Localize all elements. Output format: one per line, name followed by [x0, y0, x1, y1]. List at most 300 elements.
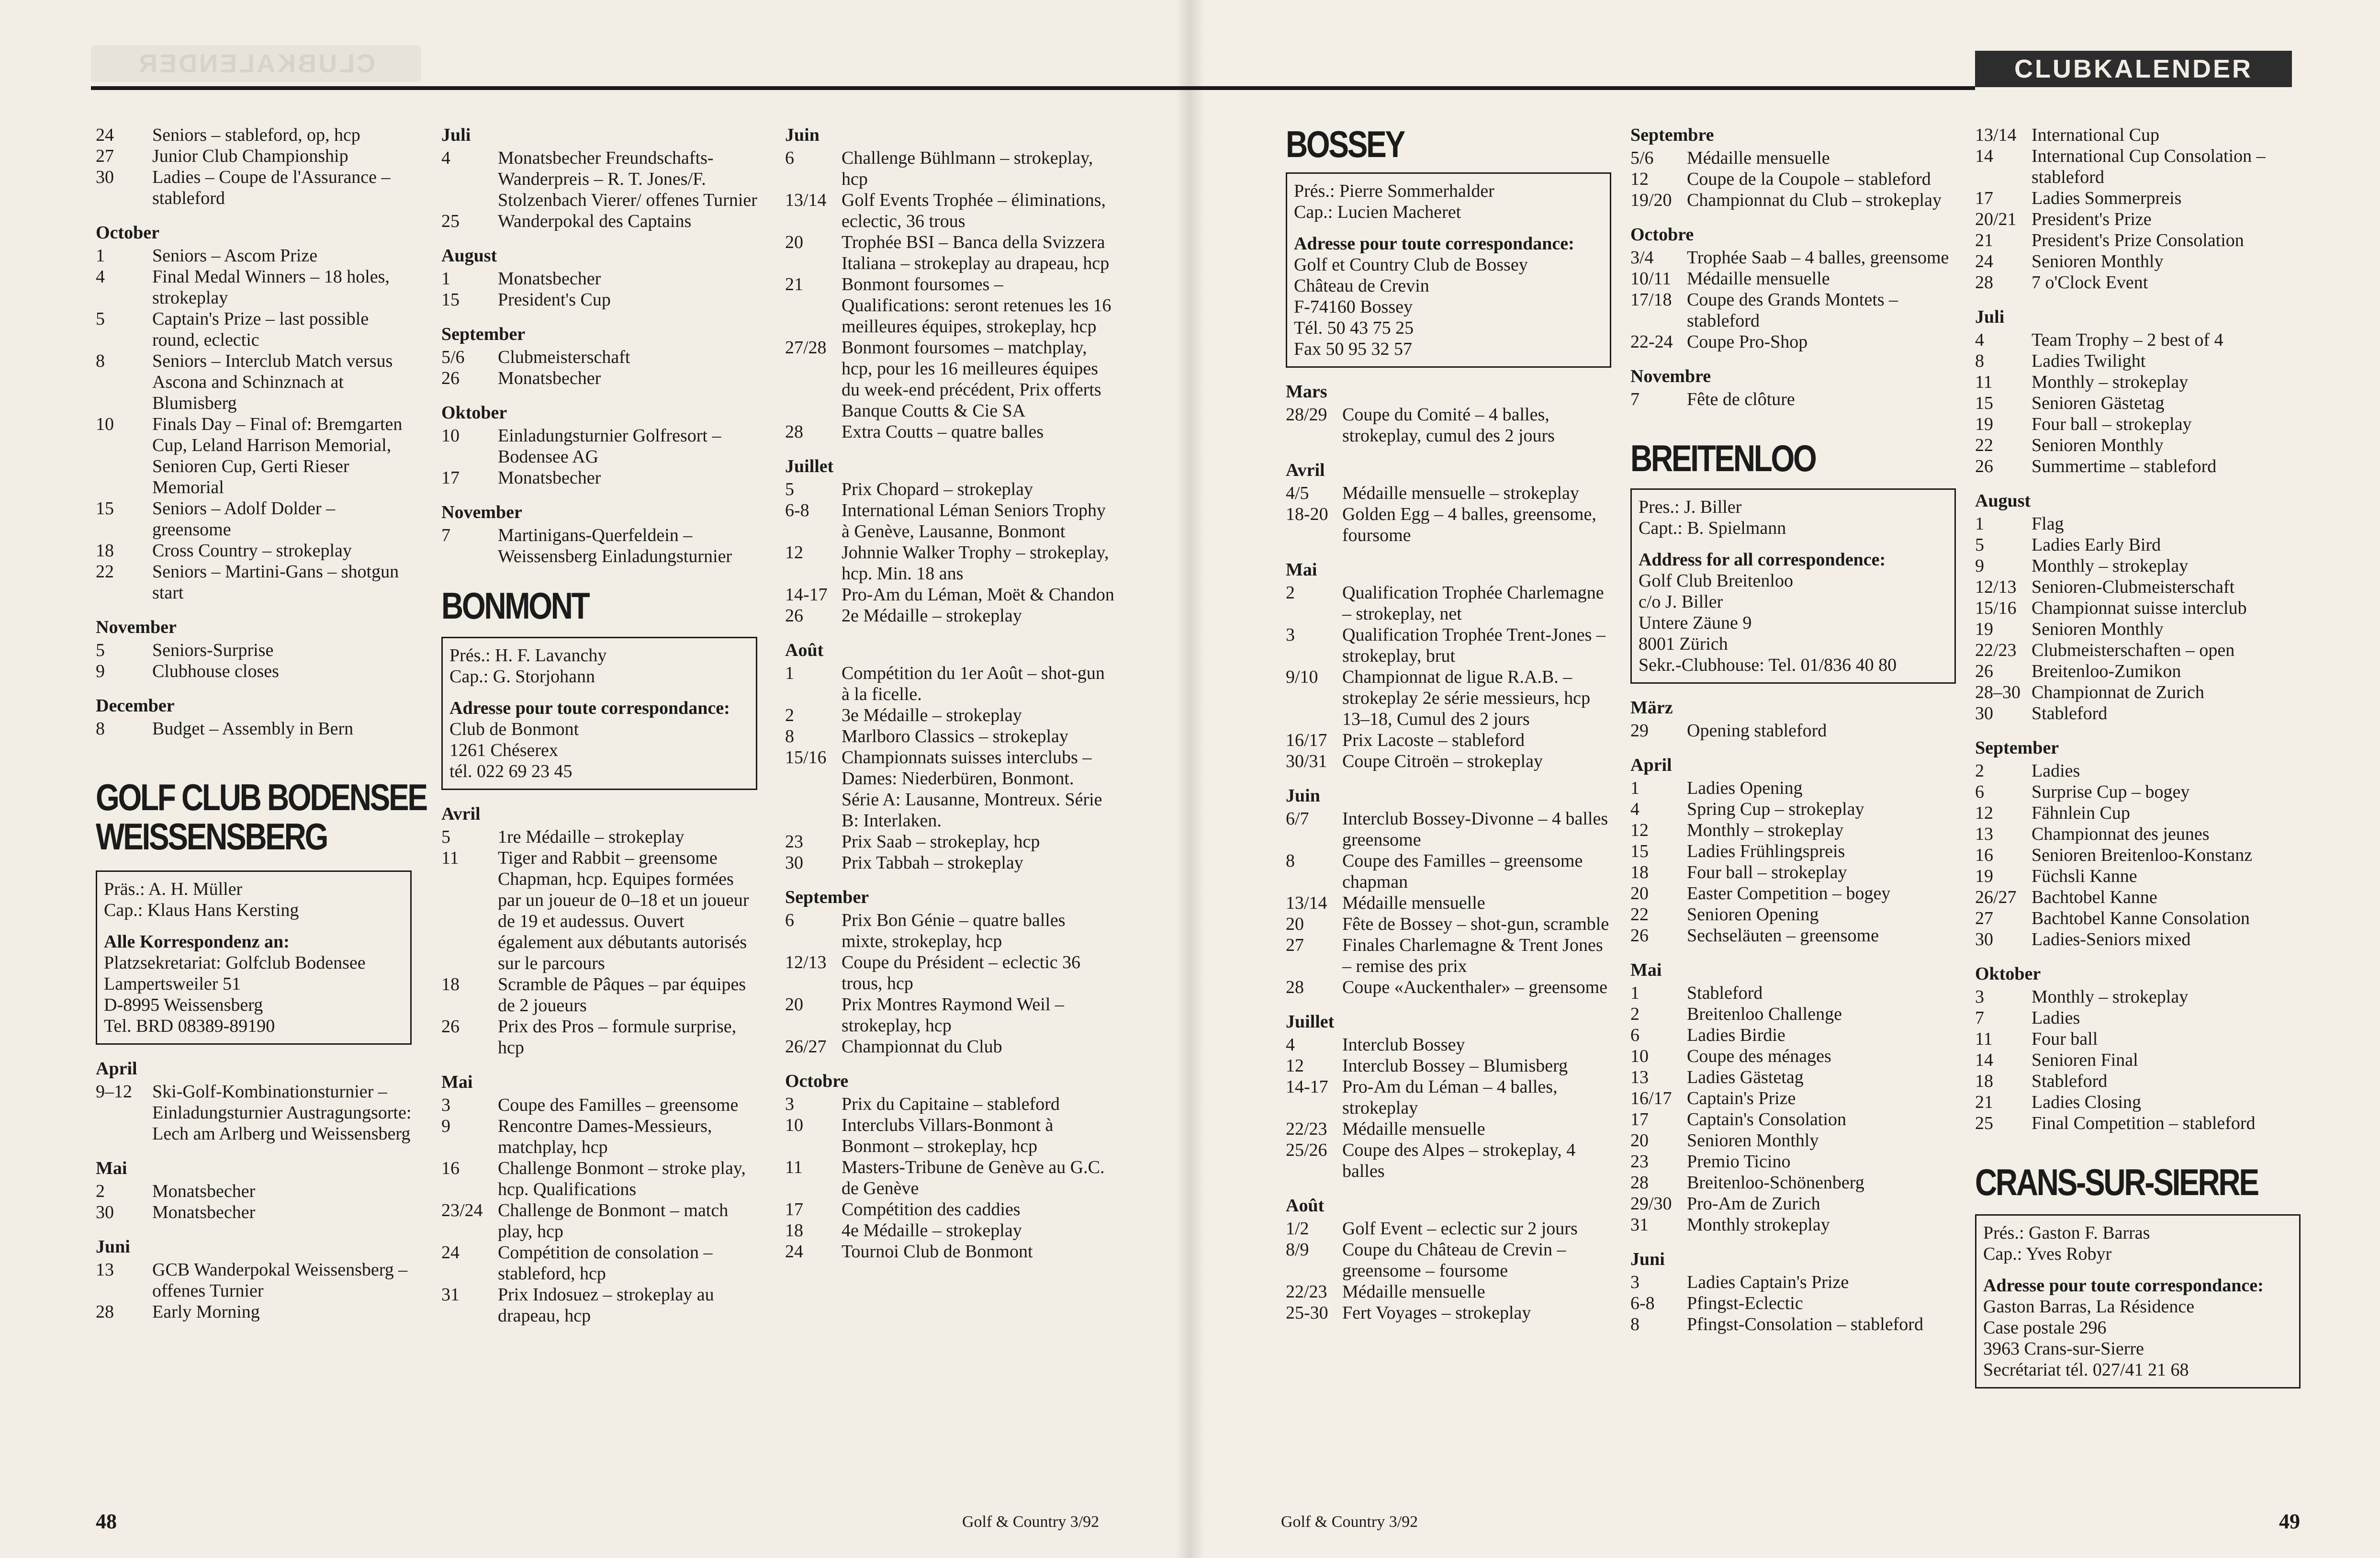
entry-date: 13/14 — [1975, 125, 2017, 145]
calendar-entry — [1975, 781, 2301, 802]
calendar-entry — [441, 368, 760, 389]
entry-text: Seniors-Surprise — [152, 640, 274, 660]
calendar-entry — [785, 852, 1115, 873]
calendar-entry — [96, 640, 414, 661]
entry-date: 20 — [1286, 914, 1304, 934]
entry-date: 28 — [785, 422, 803, 442]
address-label: Adresse pour toute correspondance: — [1294, 234, 1574, 254]
calendar-entry — [1630, 1025, 1956, 1046]
entry-date: 28 — [96, 1302, 114, 1322]
address-line: c/o J. Biller — [1639, 592, 1723, 612]
entry-date: 14 — [1975, 1050, 1993, 1070]
month-heading: Octobre — [1630, 225, 1694, 245]
calendar-entry — [1975, 1113, 2301, 1134]
entry-text: Marlboro Classics – strokeplay — [842, 726, 1068, 746]
entry-text: Challenge Bonmont – stroke play, hcp. Qualifications — [498, 1158, 746, 1199]
entry-text: Médaille mensuelle – strokeplay — [1342, 483, 1579, 503]
entry-text: Championnat suisse interclub — [2032, 598, 2247, 618]
entry-date: 22/23 — [1286, 1119, 1327, 1139]
calendar-entry — [1286, 1055, 1611, 1076]
month-heading: Juni — [1630, 1249, 1665, 1269]
calendar-entry — [785, 605, 1115, 626]
calendar-entry — [1630, 720, 1956, 741]
calendar-entry — [1975, 576, 2301, 598]
entry-date: 15 — [1975, 393, 1993, 413]
entry-text: Four ball – strokeplay — [2032, 414, 2192, 434]
entry-date: 17 — [1630, 1109, 1649, 1129]
entry-date: 27 — [96, 146, 114, 166]
entry-text: 1re Médaille – strokeplay — [498, 827, 685, 847]
entry-date: 9/10 — [1286, 667, 1318, 687]
entry-text: Senioren Gästetag — [2032, 393, 2165, 413]
entry-text: Four ball – strokeplay — [1687, 862, 1847, 882]
calendar-entry — [785, 1094, 1115, 1115]
entry-date: 14-17 — [1286, 1077, 1328, 1097]
entry-date: 4/5 — [1286, 483, 1309, 503]
entry-date: 6 — [1630, 1025, 1639, 1045]
entry-text: Ladies – Coupe de l'Assurance – stableford — [152, 167, 391, 208]
entry-text: Ladies — [2032, 1008, 2080, 1028]
entry-text: Monatsbecher — [498, 269, 601, 289]
calendar-entry — [1975, 845, 2301, 866]
entry-date: 16/17 — [1286, 730, 1327, 750]
calendar-entry — [441, 1158, 760, 1200]
entry-date: 29 — [1630, 721, 1649, 741]
calendar-entry — [1286, 666, 1611, 730]
month-heading: November — [441, 502, 522, 522]
entry-date: 23/24 — [441, 1200, 483, 1220]
entry-date: 21 — [1975, 230, 1993, 250]
club-name: WEISSENSBERG — [96, 815, 327, 858]
calendar-entry — [96, 498, 414, 540]
entry-date: 4 — [1975, 330, 1984, 350]
entry-date: 20 — [785, 232, 803, 252]
entry-date: 17/18 — [1630, 290, 1672, 310]
entry-date: 26 — [1975, 661, 1993, 681]
entry-text: Clubmeisterschaft — [498, 347, 630, 367]
address-line: 3963 Crans-sur-Sierre — [1983, 1339, 2144, 1359]
club-name-block — [96, 776, 427, 858]
calendar-entry — [1630, 389, 1956, 410]
calendar-entry — [1630, 1314, 1956, 1335]
entry-date: 23 — [785, 832, 803, 852]
calendar-entry — [1630, 1272, 1956, 1293]
calendar-entry — [96, 540, 414, 561]
entry-date: 8 — [1286, 851, 1295, 871]
calendar-entry — [1630, 1109, 1956, 1130]
entry-date: 15/16 — [785, 747, 827, 768]
president-line: Präs.: A. H. Müller — [104, 879, 243, 899]
entry-date: 19/20 — [1630, 190, 1672, 210]
entry-text: Monatsbecher — [152, 1202, 256, 1222]
calendar-entry — [1975, 513, 2301, 534]
calendar-entry — [1630, 247, 1956, 268]
entry-date: 5 — [96, 309, 105, 329]
club-info-box — [1286, 172, 1611, 368]
captain-line: Cap.: Klaus Hans Kersting — [104, 900, 299, 920]
calendar-entry — [96, 661, 414, 682]
entry-text: Senioren Monthly — [2032, 251, 2164, 271]
entry-date: 6 — [1975, 782, 1984, 802]
entry-text: Tournoi Club de Bonmont — [842, 1242, 1033, 1262]
entry-date: 3 — [1286, 625, 1295, 645]
month-heading: August — [1975, 491, 2031, 511]
month-heading: Juli — [1975, 307, 2005, 327]
calendar-entry — [785, 274, 1115, 337]
entry-date: 21 — [785, 274, 803, 294]
entry-date: 19 — [1975, 414, 1993, 434]
entry-text: 3e Médaille – strokeplay — [842, 705, 1022, 725]
calendar-entry — [1630, 1004, 1956, 1025]
entry-text: Final Medal Winners – 18 holes, strokeplay — [152, 267, 390, 308]
right-page — [1190, 0, 2380, 1558]
entry-text: Coupe des Familles – greensome chapman — [1342, 851, 1583, 892]
entry-date: 16 — [441, 1158, 460, 1178]
calendar-entry — [1286, 892, 1611, 914]
calendar-entry — [96, 167, 414, 209]
entry-date: 8 — [1975, 351, 1984, 371]
entry-text: Monthly – strokeplay — [2032, 987, 2189, 1007]
calendar-entry — [1286, 1140, 1611, 1182]
calendar-entry — [785, 1036, 1115, 1057]
entry-text: Monthly – strokeplay — [2032, 372, 2189, 392]
calendar-entry — [96, 414, 414, 498]
entry-date: 24 — [1975, 251, 1993, 271]
entry-text: Championnat du Club – strokeplay — [1687, 190, 1942, 210]
entry-text: Cross Country – strokeplay — [152, 541, 352, 561]
club-info-box — [1630, 488, 1956, 684]
calendar-entry — [1630, 1046, 1956, 1067]
entry-date: 11 — [785, 1157, 803, 1177]
entry-text: Finales Charlemagne & Trent Jones – remise des prix — [1342, 935, 1603, 976]
entry-date: 2 — [96, 1181, 105, 1201]
entry-text: International Léman Seniors Trophy à Genève, Lausanne, Bonmont — [842, 500, 1106, 542]
president-line: Prés.: Pierre Sommerhalder — [1294, 181, 1494, 201]
month-heading: December — [96, 696, 175, 716]
calendar-entry — [441, 211, 760, 232]
calendar-entry — [1630, 820, 1956, 841]
entry-date: 29/30 — [1630, 1194, 1672, 1214]
entry-text: Coupe Pro-Shop — [1687, 332, 1808, 352]
entry-date: 30 — [96, 167, 114, 187]
entry-date: 4 — [1630, 799, 1639, 819]
calendar-entry — [785, 1241, 1115, 1262]
entry-text: Coupe du Président – eclectic 36 trous, hcp — [842, 952, 1081, 994]
entry-text: Junior Club Championship — [152, 146, 348, 166]
top-rule-left — [91, 86, 1190, 90]
calendar-entry — [785, 421, 1115, 442]
calendar-entry — [1975, 661, 2301, 682]
calendar-entry — [1975, 866, 2301, 887]
calendar-entry — [1286, 850, 1611, 892]
entry-text: Senioren-Clubmeisterschaft — [2032, 577, 2235, 597]
address-line: Platzsekretariat: Golfclub Bodensee — [104, 953, 366, 973]
president-line: Prés.: Gaston F. Barras — [1983, 1223, 2150, 1243]
entry-text: Monatsbecher — [152, 1181, 256, 1201]
entry-date: 8/9 — [1286, 1240, 1309, 1260]
calendar-entry — [1286, 624, 1611, 666]
entry-date: 12 — [1975, 803, 1993, 823]
entry-date: 18-20 — [1286, 504, 1328, 524]
entry-date: 10 — [441, 426, 460, 446]
month-heading: October — [96, 223, 159, 243]
entry-text: Seniors – Adolf Dolder – greensome — [152, 498, 336, 540]
month-heading: Oktober — [1975, 964, 2041, 984]
entry-date: 15 — [1630, 841, 1649, 861]
address-line: Golf Club Breitenloo — [1639, 571, 1793, 591]
entry-text: Early Morning — [152, 1302, 260, 1322]
entry-text: Championnats suisses interclubs – Dames: Niederbüren, Bonmont. Série A: Lausanne, Montreux. Série B: Interlaken. — [842, 747, 1102, 831]
right-column-3 — [1975, 124, 2301, 1389]
entry-text: Challenge de Bonmont – match play, hcp — [498, 1200, 729, 1242]
entry-text: Championnat de Zurich — [2032, 682, 2204, 702]
entry-date: 2 — [785, 705, 794, 725]
club-info-box — [96, 870, 412, 1045]
entry-date: 15/16 — [1975, 598, 2017, 618]
month-heading: Juni — [96, 1237, 130, 1257]
entry-text: Masters-Tribune de Genève au G.C. de Genève — [842, 1157, 1105, 1198]
entry-text: Senioren Opening — [1687, 904, 1819, 925]
president-line: Prés.: H. F. Lavanchy — [449, 645, 607, 666]
entry-text: Seniors – Interclub Match versus Ascona and Schinznach at Blumisberg — [152, 351, 393, 413]
entry-date: 8 — [96, 719, 105, 739]
entry-text: Interclub Bossey – Blumisberg — [1342, 1056, 1568, 1076]
calendar-entry — [785, 994, 1115, 1036]
entry-text: Seniors – Martini-Gans – shotgun start — [152, 562, 399, 603]
entry-date: 3 — [441, 1095, 450, 1115]
entry-text: President's Prize Consolation — [2032, 230, 2244, 250]
entry-text: International Cup Consolation – stableford — [2032, 146, 2266, 187]
entry-text: Médaille mensuelle — [1342, 893, 1485, 913]
entry-text: Summertime – stableford — [2032, 456, 2217, 476]
entry-text: Breitenloo Challenge — [1687, 1004, 1842, 1024]
entry-text: 7 o'Clock Event — [2032, 272, 2148, 293]
calendar-entry — [1975, 682, 2301, 703]
month-heading: April — [1630, 755, 1672, 775]
month-heading: Octobre — [785, 1071, 849, 1091]
entry-date: 9 — [96, 661, 105, 681]
entry-text: Coupe «Auckenthaler» – greensome — [1342, 977, 1607, 997]
calendar-entry — [1975, 272, 2301, 293]
entry-date: 13/14 — [1286, 893, 1327, 913]
entry-date: 8 — [96, 351, 105, 371]
entry-text: Finals Day – Final of: Bremgarten Cup, Leland Harrison Memorial, Senioren Cup, Gerti Rieser Memorial — [152, 414, 403, 497]
calendar-entry — [1975, 1050, 2301, 1071]
address-line: Lampertsweiler 51 — [104, 974, 241, 994]
calendar-entry — [96, 245, 414, 266]
entry-text: Interclubs Villars-Bonmont à Bonmont – strokeplay, hcp — [842, 1115, 1054, 1156]
calendar-entry — [1630, 1151, 1956, 1172]
calendar-entry — [441, 1116, 760, 1158]
address-line: Sekr.-Clubhouse: Tel. 01/836 40 80 — [1639, 655, 1897, 675]
entry-date: 1 — [785, 663, 794, 683]
entry-text: Martinigans-Querfeldein – Weissensberg Einladungsturnier — [498, 525, 732, 566]
calendar-entry — [441, 268, 760, 289]
calendar-entry — [785, 147, 1115, 190]
entry-text: Captain's Prize — [1687, 1088, 1796, 1108]
entry-date: 27 — [1286, 935, 1304, 955]
entry-date: 20 — [785, 994, 803, 1015]
calendar-entry — [1630, 169, 1956, 190]
entry-text: Coupe du Comité – 4 balles, strokeplay, cumul des 2 jours — [1342, 405, 1555, 446]
entry-date: 18 — [1975, 1071, 1993, 1091]
entry-date: 5 — [441, 827, 450, 847]
entry-date: 3 — [1975, 987, 1984, 1007]
month-heading: September — [785, 887, 869, 907]
entry-date: 26 — [441, 1016, 460, 1037]
entry-text: Fähnlein Cup — [2032, 803, 2130, 823]
calendar-entry — [1975, 393, 2301, 414]
calendar-entry — [1286, 751, 1611, 772]
calendar-entry — [1975, 372, 2301, 393]
month-heading: Mai — [96, 1158, 127, 1178]
calendar-entry — [441, 467, 760, 488]
month-heading: Novembre — [1630, 366, 1711, 386]
calendar-entry — [1286, 504, 1611, 546]
entry-date: 24 — [785, 1242, 803, 1262]
calendar-entry — [96, 718, 414, 739]
calendar-entry — [441, 974, 760, 1016]
club-name: BREITENLOO — [1630, 437, 1816, 479]
entry-text: Johnnie Walker Trophy – strokeplay, hcp. Min. 18 ans — [842, 542, 1109, 584]
calendar-entry — [785, 1157, 1115, 1199]
entry-date: 11 — [441, 848, 459, 868]
calendar-entry — [1975, 1092, 2301, 1113]
entry-date: 18 — [1630, 862, 1649, 882]
entry-date: 6-8 — [1630, 1293, 1655, 1313]
entry-date: 13 — [1630, 1067, 1649, 1087]
address-line: Tel. BRD 08389-89190 — [104, 1016, 275, 1036]
calendar-entry — [785, 500, 1115, 542]
calendar-entry — [1630, 1130, 1956, 1151]
entry-text: Compétition des caddies — [842, 1199, 1021, 1219]
entry-text: Seniors – stableford, op, hcp — [152, 125, 360, 145]
entry-text: Compétition du 1er Août – shot-gun à la ficelle. — [842, 663, 1105, 704]
calendar-entry — [1630, 841, 1956, 862]
calendar-entry — [1630, 268, 1956, 289]
entry-text: Surprise Cup – bogey — [2032, 782, 2190, 802]
entry-text: Sechseläuten – greensome — [1687, 926, 1879, 946]
month-heading: Juli — [441, 125, 471, 145]
calendar-entry — [441, 826, 760, 847]
entry-text: Breitenloo-Zumikon — [2032, 661, 2181, 681]
entry-text: Médaille mensuelle — [1342, 1119, 1485, 1139]
entry-date: 26/27 — [785, 1037, 827, 1057]
address-label: Adresse pour toute correspondance: — [449, 698, 730, 718]
entry-text: Médaille mensuelle — [1687, 269, 1830, 289]
entry-text: Coupe des Alpes – strokeplay, 4 balles — [1342, 1140, 1576, 1181]
calendar-entry — [1975, 824, 2301, 845]
month-heading: Oktober — [441, 403, 507, 423]
entry-date: 26 — [785, 606, 803, 626]
entry-text: Bonmont foursomes – Qualifications: seront retenues les 16 meilleures équipes, strokeplay, hcp — [842, 274, 1111, 337]
entry-text: Pro-Am de Zurich — [1687, 1194, 1820, 1214]
entry-text: Prix Saab – strokeplay, hcp — [842, 832, 1040, 852]
entry-text: Extra Coutts – quatre balles — [842, 422, 1044, 442]
calendar-entry — [441, 1284, 760, 1326]
calendar-entry — [1286, 935, 1611, 977]
entry-date: 6 — [785, 910, 794, 930]
calendar-entry — [1286, 1281, 1611, 1302]
entry-date: 1/2 — [1286, 1219, 1309, 1239]
entry-text: Senioren Final — [2032, 1050, 2138, 1070]
entry-date: 22 — [1630, 904, 1649, 925]
mirrored-header-label: CLUBKALENDER — [91, 45, 421, 82]
calendar-entry — [1630, 289, 1956, 331]
entry-date: 1 — [1630, 778, 1639, 798]
entry-text: Coupe des Grands Montets – stableford — [1687, 290, 1898, 331]
address-line: 1261 Chéserex — [449, 740, 558, 760]
entry-text: Bonmont foursomes – matchplay, hcp, pour les 16 meilleures équipes du week-end précédent, Prix offerts Banque Coutts & Cie SA — [842, 338, 1101, 421]
entry-text: Ladies-Seniors mixed — [2032, 929, 2191, 949]
entry-text: Monatsbecher Freundschafts-Wanderpreis – R. T. Jones/F. Stolzenbach Vierer/ offenes Turnier — [498, 148, 757, 210]
address-label: Address for all correspondence: — [1639, 550, 1886, 570]
entry-text: Ski-Golf-Kombinationsturnier – Einladungsturnier Austragungsorte: Lech am Arlberg und Weissensberg — [152, 1082, 412, 1144]
calendar-entry — [96, 1301, 414, 1322]
calendar-entry — [1286, 1302, 1611, 1323]
entry-date: 12/13 — [785, 952, 827, 972]
calendar-entry — [1286, 1118, 1611, 1140]
calendar-entry — [785, 190, 1115, 232]
entry-date: 30/31 — [1286, 751, 1327, 771]
calendar-entry — [441, 289, 760, 310]
calendar-entry — [1630, 982, 1956, 1004]
captain-line: Cap.: G. Storjohann — [449, 666, 595, 687]
calendar-entry — [96, 1081, 414, 1144]
address-line: Château de Crevin — [1294, 276, 1429, 296]
entry-text: Stableford — [1687, 983, 1763, 1003]
calendar-entry — [1975, 986, 2301, 1007]
entry-date: 15 — [96, 498, 114, 519]
entry-date: 5/6 — [1630, 148, 1654, 168]
entry-text: Prix des Pros – formule surprise, hcp — [498, 1016, 737, 1058]
calendar-entry — [441, 147, 760, 211]
page-gutter — [1176, 0, 1204, 1558]
entry-date: 8 — [1630, 1314, 1639, 1334]
club-name-block — [1975, 1163, 2301, 1202]
entry-text: International Cup — [2032, 125, 2159, 145]
calendar-entry — [785, 663, 1115, 705]
entry-date: 10/11 — [1630, 269, 1672, 289]
calendar-entry — [1286, 404, 1611, 446]
top-rule-right — [1190, 86, 1975, 90]
address-line: Tél. 50 43 75 25 — [1294, 318, 1414, 338]
entry-text: Coupe Citroën – strokeplay — [1342, 751, 1543, 771]
calendar-entry — [441, 1200, 760, 1242]
entry-date: 13 — [96, 1260, 114, 1280]
entry-text: Ladies Opening — [1687, 778, 1803, 798]
month-heading: Août — [785, 640, 824, 660]
month-heading: März — [1630, 698, 1673, 718]
entry-date: 21 — [1975, 1092, 1993, 1112]
address-line: Gaston Barras, La Résidence — [1983, 1297, 2195, 1317]
calendar-entry — [441, 1242, 760, 1284]
month-heading: Août — [1286, 1196, 1325, 1216]
entry-date: 23 — [1630, 1152, 1649, 1172]
entry-text: Qualification Trophée Trent-Jones – strokeplay, brut — [1342, 625, 1605, 666]
calendar-entry — [1975, 350, 2301, 372]
entry-date: 10 — [96, 414, 114, 434]
club-name-block — [1630, 439, 1956, 478]
entry-text: Senioren Monthly — [1687, 1130, 1819, 1151]
calendar-entry — [1975, 1028, 2301, 1050]
entry-date: 18 — [785, 1220, 803, 1241]
entry-text: Monthly strokeplay — [1687, 1215, 1830, 1235]
entry-text: Championnat du Club — [842, 1037, 1002, 1057]
entry-date: 9 — [441, 1116, 450, 1136]
entry-date: 19 — [1975, 866, 1993, 886]
page-number-left: 48 — [96, 1510, 117, 1533]
